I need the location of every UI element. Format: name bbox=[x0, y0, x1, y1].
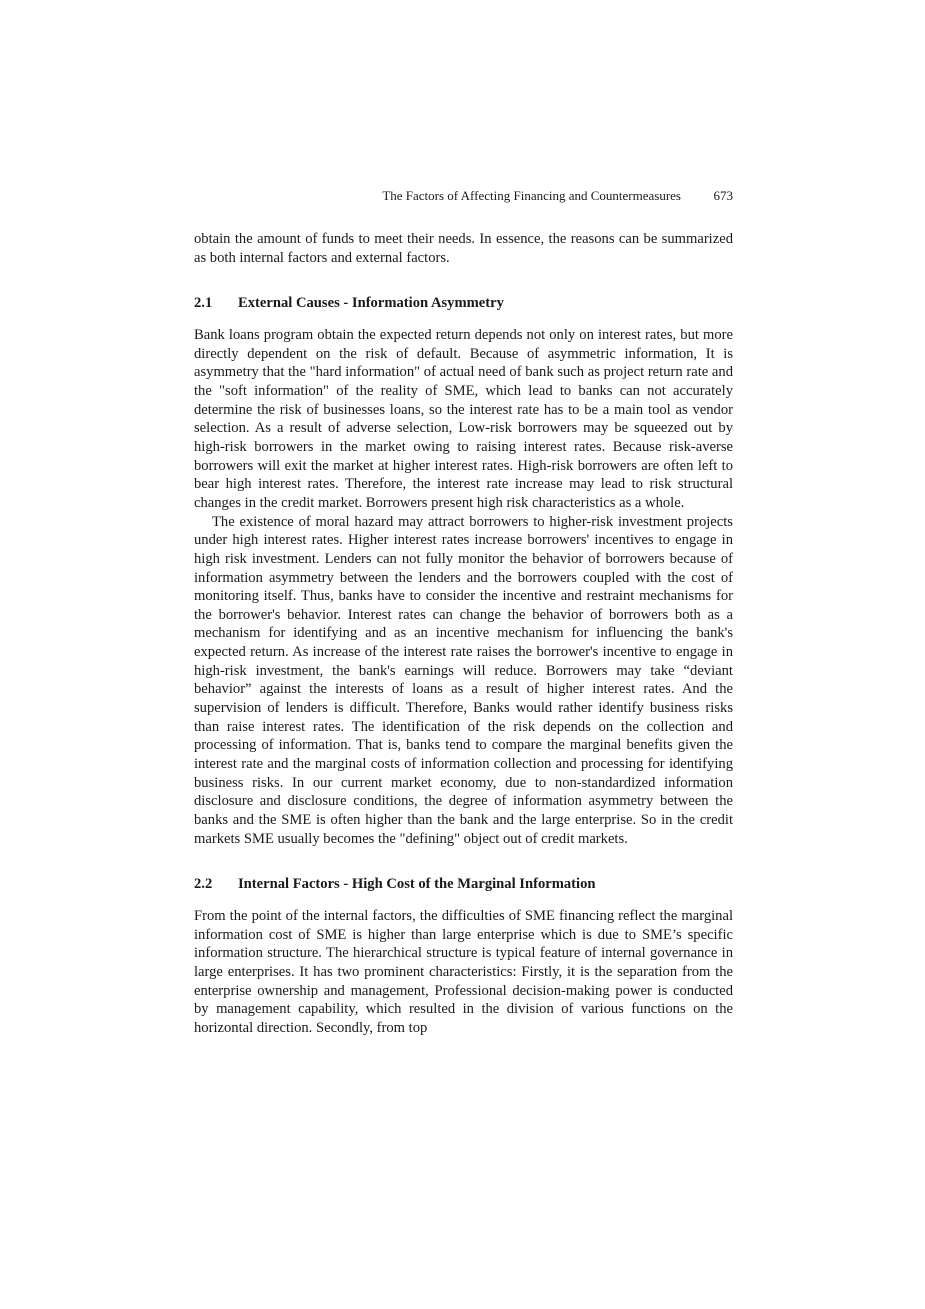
section-title: Internal Factors - High Cost of the Marginal Information bbox=[238, 876, 596, 893]
section-number: 2.2 bbox=[194, 876, 213, 893]
intro-paragraph: obtain the amount of funds to meet their needs. In essence, the reasons can be summarized as both internal factors and external factors. bbox=[194, 231, 733, 266]
section-title: External Causes - Information Asymmetry bbox=[238, 295, 504, 312]
section-heading-2-2 bbox=[194, 875, 733, 894]
paper-page bbox=[194, 186, 733, 1038]
running-title: The Factors of Affecting Financing and Countermeasures bbox=[382, 188, 681, 203]
page-number: 673 bbox=[713, 188, 733, 203]
section-2-2-paragraph-1: From the point of the internal factors, the difficulties of SME financing reflect the marginal information cost of SME is higher than large enterprise which is due to SME’s specific information structure. The hierarchical structure is typical feature of internal governance in large enterprises. It has two prominent characteristics: Firstly, it is the separation from the enterprise ownership and management, Professional decision-making power is conducted by management capability, which resulted in the division of various functions on the horizontal direction. Secondly, from top bbox=[194, 908, 733, 1036]
section-heading-2-1 bbox=[194, 294, 733, 313]
running-header bbox=[194, 186, 733, 206]
section-2-1-paragraph-1: Bank loans program obtain the expected return depends not only on interest rates, but more directly dependent on the risk of default. Because of asymmetric information, It is asymmetry that the "hard information" of actual need of bank such as project return rate and the "soft information" of the reality of SME, which lead to banks can not accurately determine the risk of businesses loans, so the interest rate has to be a main tool as vendor selection. As a result of adverse selection, Low-risk borrowers may be squeezed out by high-risk borrowers in the market owing to raising interest rates. Because risk-averse borrowers will exit the market at higher interest rates. High-risk borrowers are often left to bear high interest rates. Therefore, the interest rate increase may lead to risk structural changes in the credit market. Borrowers present high risk characteristics as a whole. bbox=[194, 326, 733, 511]
section-number: 2.1 bbox=[194, 295, 213, 312]
section-2-1-paragraph-2: The existence of moral hazard may attract borrowers to higher-risk investment projects under high interest rates. Higher interest rates increase borrowers' incentives to engage in high risk investment. Lenders can not fully monitor the behavior of borrowers because of information asymmetry between the lenders and the borrowers coupled with the cost of monitoring itself. Thus, banks have to consider the incentive and restraint mechanisms for the borrower's behavior. Interest rates can change the behavior of borrowers both as a mechanism for identifying and as an incentive mechanism for influencing the bank's expected return. As increase of the interest rate raises the borrower's incentive to engage in high-risk investment, the bank's earnings will reduce. Borrowers may take “deviant behavior” against the interests of loans as a result of higher interest rates. And the supervision of lenders is difficult. Therefore, Banks would rather identify business risks than raise interest rates. The identification of the risk depends on the collection and processing of information. That is, banks tend to compare the marginal benefits given the interest rate and the marginal costs of information collection and processing for identifying business risks. In our current market economy, due to non-standardized information disclosure and disclosure conditions, the degree of information asymmetry between the banks and the SME is often higher than the bank and the large enterprise. So in the credit markets SME usually becomes the "defining" object out of credit markets. bbox=[194, 513, 733, 847]
